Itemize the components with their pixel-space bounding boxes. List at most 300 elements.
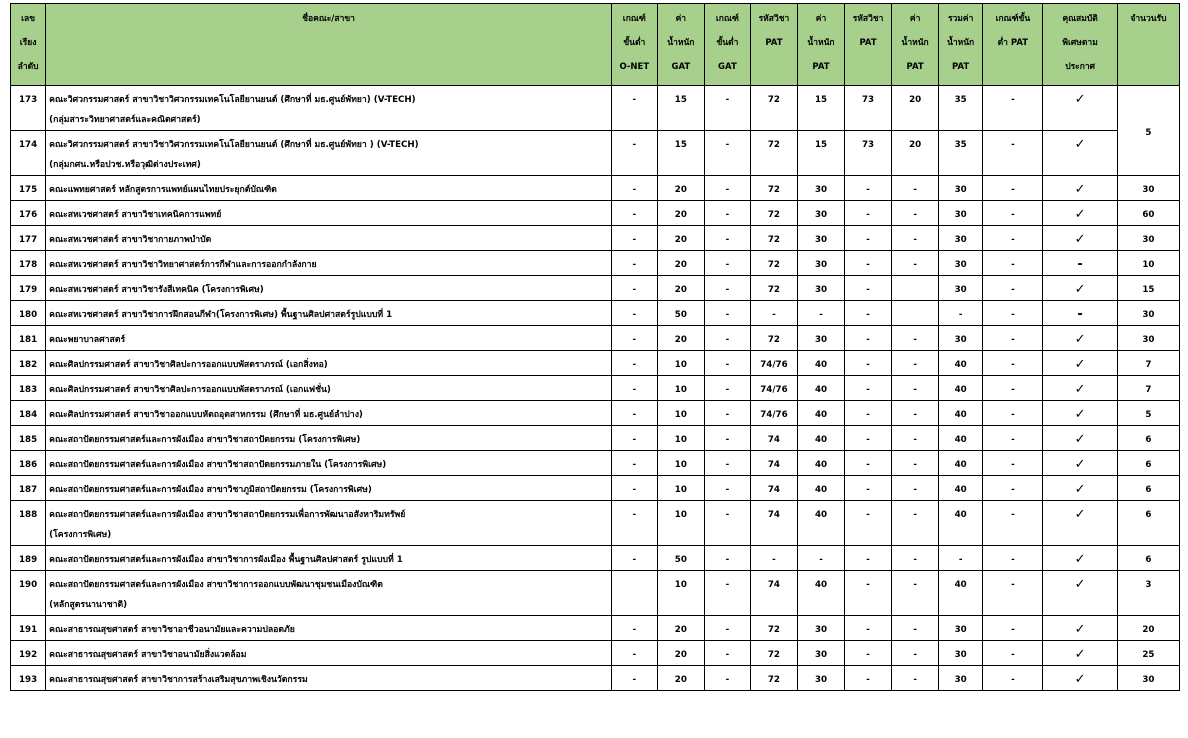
gat-min-cell: - <box>705 666 751 691</box>
pat-min-cell: - <box>983 201 1043 226</box>
gat-weight-cell: 10 <box>657 451 705 476</box>
pat-weight-2-cell: - <box>892 451 939 476</box>
faculty-program-line: คณะสาธารณสุขศาสตร์ สาขาวิชาการสร้างเสริมสุขภาพเชิงนวัตกรรม <box>49 675 308 685</box>
special-qualification-cell: - <box>1043 251 1117 276</box>
table-row <box>11 376 1180 401</box>
onet-min-cell: - <box>612 201 658 226</box>
faculty-program-cell <box>46 131 612 176</box>
faculty-program-line: คณะสถาปัตยกรรมศาสตร์และการผังเมือง สาขาวิชาการออกแบบพัฒนาชุมชนเมืองบัณฑิต <box>49 580 383 590</box>
pat-weight-2-cell: - <box>892 501 939 546</box>
gat-weight-cell: 20 <box>657 666 705 691</box>
header-line: เกณฑ์ <box>715 14 739 24</box>
pat-code-1-cell: 74 <box>750 451 798 476</box>
onet-min-cell: - <box>612 376 658 401</box>
row-number-cell: 176 <box>11 201 46 226</box>
pat-weight-2-cell: - <box>892 426 939 451</box>
row-number-cell: 181 <box>11 326 46 351</box>
faculty-program-line: (หลักสูตรนานาชาติ) <box>49 600 128 610</box>
table-row <box>11 641 1180 666</box>
gat-weight-cell: 10 <box>657 351 705 376</box>
pat-total-weight-cell: 40 <box>938 501 982 546</box>
table-row <box>11 501 1180 546</box>
pat-weight-1-cell: 30 <box>798 666 845 691</box>
pat-min-cell: - <box>983 276 1043 301</box>
pat-min-cell: - <box>983 301 1043 326</box>
pat-code-1-cell: 74/76 <box>750 376 798 401</box>
faculty-program-line: คณะสถาปัตยกรรมศาสตร์และการผังเมือง สาขาวิชาสถาปัตยกรรมเพื่อการพัฒนาอสังหาริมทรัพย์ <box>49 510 406 520</box>
pat-weight-1-cell: 30 <box>798 226 845 251</box>
faculty-program-cell <box>46 501 612 546</box>
header-line: PAT <box>952 62 970 72</box>
admission-count-cell: 6 <box>1117 451 1179 476</box>
pat-total-weight-cell: 30 <box>938 276 982 301</box>
pat-code-1-cell: 74/76 <box>750 401 798 426</box>
header-line: ชื่อคณะ/สาขา <box>302 14 355 24</box>
faculty-program-cell <box>46 86 612 131</box>
header-line: รหัสวิชา <box>852 14 884 24</box>
pat-weight-1-cell: 40 <box>798 351 845 376</box>
gat-weight-cell: 20 <box>657 326 705 351</box>
pat-total-weight-cell: 40 <box>938 571 982 616</box>
admission-count-cell: 30 <box>1117 301 1179 326</box>
gat-min-cell: - <box>705 326 751 351</box>
gat-min-cell: - <box>705 546 751 571</box>
onet-min-cell: - <box>612 426 658 451</box>
pat-code-2-cell: - <box>844 426 892 451</box>
faculty-program-line: (กลุ่มสาระวิทยาศาสตร์และคณิตศาสตร์) <box>49 115 201 125</box>
pat-weight-2-cell: - <box>892 351 939 376</box>
gat-weight-cell: 10 <box>657 501 705 546</box>
header-line: O-NET <box>619 62 650 72</box>
table-row <box>11 401 1180 426</box>
faculty-program-cell <box>46 616 612 641</box>
table-row <box>11 251 1180 276</box>
onet-min-cell: - <box>612 476 658 501</box>
special-qualification-cell: ✓ <box>1043 86 1117 131</box>
pat-code-2-cell: - <box>844 666 892 691</box>
onet-min-cell: - <box>612 616 658 641</box>
pat-min-cell: - <box>983 351 1043 376</box>
pat-min-cell: - <box>983 451 1043 476</box>
pat-weight-1-cell: 30 <box>798 616 845 641</box>
onet-min-cell: - <box>612 401 658 426</box>
onet-min-cell: - <box>612 226 658 251</box>
gat-min-cell: - <box>705 201 751 226</box>
pat-weight-1-cell: 30 <box>798 276 845 301</box>
onet-min-cell: - <box>612 451 658 476</box>
pat-weight-2-cell: - <box>892 476 939 501</box>
row-number-cell: 182 <box>11 351 46 376</box>
pat-total-weight-cell: 35 <box>938 131 982 176</box>
pat-total-weight-cell: 40 <box>938 451 982 476</box>
row-number-cell: 189 <box>11 546 46 571</box>
header-gat-weight <box>657 4 705 86</box>
admission-count-cell: 5 <box>1117 86 1179 176</box>
pat-weight-2-cell: - <box>892 641 939 666</box>
gat-min-cell: - <box>705 616 751 641</box>
pat-weight-1-cell: - <box>798 546 845 571</box>
gat-min-cell: - <box>705 376 751 401</box>
pat-weight-2-cell: - <box>892 251 939 276</box>
gat-min-cell: - <box>705 641 751 666</box>
header-no <box>11 4 46 86</box>
pat-code-1-cell: 72 <box>750 201 798 226</box>
pat-code-2-cell: - <box>844 201 892 226</box>
table-row <box>11 201 1180 226</box>
pat-code-1-cell: 72 <box>750 176 798 201</box>
row-number-cell: 185 <box>11 426 46 451</box>
table-row <box>11 546 1180 571</box>
gat-min-cell: - <box>705 571 751 616</box>
header-line: ค่า <box>909 14 921 24</box>
header-line: น้ำหนัก <box>807 38 835 48</box>
pat-code-2-cell: - <box>844 641 892 666</box>
admission-count-cell: 15 <box>1117 276 1179 301</box>
faculty-program-line: คณะสหเวชศาสตร์ สาขาวิชาการฝึกสอนกีฬา(โครงการพิเศษ) พื้นฐานศิลปศาสตร์รูปแบบที่ 1 <box>49 310 393 320</box>
gat-weight-cell: 20 <box>657 201 705 226</box>
admission-count-cell: 30 <box>1117 326 1179 351</box>
header-admission-count <box>1117 4 1179 86</box>
faculty-program-line: คณะสถาปัตยกรรมศาสตร์และการผังเมือง สาขาวิชาสถาปัตยกรรมภายใน (โครงการพิเศษ) <box>49 460 387 470</box>
gat-weight-cell: 10 <box>657 401 705 426</box>
gat-weight-cell: 15 <box>657 86 705 131</box>
gat-weight-cell: 20 <box>657 226 705 251</box>
pat-code-1-cell: - <box>750 546 798 571</box>
header-line: GAT <box>718 62 737 72</box>
pat-min-cell: - <box>983 376 1043 401</box>
pat-code-1-cell: 72 <box>750 326 798 351</box>
header-pat-code-2 <box>844 4 892 86</box>
special-qualification-cell: ✓ <box>1043 641 1117 666</box>
pat-total-weight-cell: - <box>938 301 982 326</box>
faculty-program-line: คณะศิลปกรรมศาสตร์ สาขาวิชาศิลปะการออกแบบพัสตราภรณ์ (เอกสิ่งทอ) <box>49 360 328 370</box>
pat-total-weight-cell: 40 <box>938 376 982 401</box>
pat-code-2-cell: - <box>844 226 892 251</box>
pat-weight-1-cell: 40 <box>798 376 845 401</box>
pat-code-1-cell: 72 <box>750 276 798 301</box>
special-qualification-cell: ✓ <box>1043 351 1117 376</box>
row-number-cell: 178 <box>11 251 46 276</box>
header-line: ขั้นต่ำ <box>623 38 646 48</box>
pat-min-cell: - <box>983 641 1043 666</box>
admission-count-cell: 5 <box>1117 401 1179 426</box>
pat-code-1-cell: 74/76 <box>750 351 798 376</box>
pat-min-cell: - <box>983 571 1043 616</box>
admission-count-cell: 6 <box>1117 546 1179 571</box>
gat-min-cell: - <box>705 426 751 451</box>
pat-total-weight-cell: 30 <box>938 176 982 201</box>
onet-min-cell: - <box>612 501 658 546</box>
pat-min-cell: - <box>983 426 1043 451</box>
faculty-program-cell <box>46 176 612 201</box>
pat-min-cell: - <box>983 476 1043 501</box>
gat-weight-cell: 50 <box>657 301 705 326</box>
pat-weight-2-cell <box>892 301 939 326</box>
pat-total-weight-cell: 30 <box>938 616 982 641</box>
table-row <box>11 131 1180 176</box>
header-row <box>11 4 1180 86</box>
pat-total-weight-cell: 30 <box>938 251 982 276</box>
pat-weight-2-cell: - <box>892 401 939 426</box>
table-row <box>11 616 1180 641</box>
faculty-program-line: คณะวิศวกรรมศาสตร์ สาขาวิชาวิศวกรรมเทคโนโลยียานยนต์ (ศึกษาที่ มธ.ศูนย์พัทยา ) (V-TECH) <box>49 140 419 150</box>
pat-weight-1-cell: - <box>798 301 845 326</box>
pat-code-2-cell: - <box>844 616 892 641</box>
pat-weight-2-cell: - <box>892 571 939 616</box>
special-qualification-cell: ✓ <box>1043 426 1117 451</box>
special-qualification-cell: ✓ <box>1043 501 1117 546</box>
header-name <box>46 4 612 86</box>
special-qualification-cell: ✓ <box>1043 131 1117 176</box>
admission-count-cell: 30 <box>1117 226 1179 251</box>
pat-code-1-cell: 72 <box>750 251 798 276</box>
pat-weight-2-cell: - <box>892 176 939 201</box>
row-number-cell: 179 <box>11 276 46 301</box>
special-qualification-cell: ✓ <box>1043 616 1117 641</box>
pat-weight-2-cell: 20 <box>892 131 939 176</box>
faculty-program-line: คณะวิศวกรรมศาสตร์ สาขาวิชาวิศวกรรมเทคโนโลยียานยนต์ (ศึกษาที่ มธ.ศูนย์พัทยา) (V-TECH) <box>49 95 416 105</box>
faculty-program-cell <box>46 426 612 451</box>
faculty-program-line: คณะสหเวชศาสตร์ สาขาวิชาเทคนิคการแพทย์ <box>49 210 222 220</box>
faculty-program-cell <box>46 376 612 401</box>
pat-weight-1-cell: 15 <box>798 86 845 131</box>
table-header <box>11 4 1180 86</box>
pat-weight-1-cell: 30 <box>798 326 845 351</box>
pat-weight-1-cell: 30 <box>798 251 845 276</box>
special-qualification-cell: ✓ <box>1043 201 1117 226</box>
faculty-program-line: คณะสาธารณสุขศาสตร์ สาขาวิชาอาชีวอนามัยและความปลอดภัย <box>49 625 295 635</box>
faculty-program-cell <box>46 301 612 326</box>
pat-code-2-cell: - <box>844 251 892 276</box>
pat-min-cell: - <box>983 616 1043 641</box>
faculty-program-cell <box>46 401 612 426</box>
special-qualification-cell: ✓ <box>1043 546 1117 571</box>
gat-min-cell: - <box>705 451 751 476</box>
header-line: ค่า <box>675 14 687 24</box>
table-row <box>11 571 1180 616</box>
pat-code-1-cell: 74 <box>750 571 798 616</box>
gat-min-cell: - <box>705 86 751 131</box>
table-row <box>11 666 1180 691</box>
pat-min-cell: - <box>983 666 1043 691</box>
pat-code-1-cell: 72 <box>750 226 798 251</box>
pat-code-2-cell: - <box>844 351 892 376</box>
gat-min-cell: - <box>705 131 751 176</box>
pat-code-2-cell: 73 <box>844 86 892 131</box>
faculty-program-line: คณะสถาปัตยกรรมศาสตร์และการผังเมือง สาขาวิชาสถาปัตยกรรม (โครงการพิเศษ) <box>49 435 361 445</box>
pat-code-2-cell: - <box>844 376 892 401</box>
faculty-program-line: คณะสาธารณสุขศาสตร์ สาขาวิชาอนามัยสิ่งแวดล้อม <box>49 650 247 660</box>
pat-weight-2-cell: - <box>892 226 939 251</box>
header-pat-code-1 <box>750 4 798 86</box>
gat-weight-cell: 10 <box>657 376 705 401</box>
pat-min-cell: - <box>983 401 1043 426</box>
admission-count-cell: 25 <box>1117 641 1179 666</box>
faculty-program-line: คณะแพทยศาสตร์ หลักสูตรการแพทย์แผนไทยประยุกต์บัณฑิต <box>49 185 277 195</box>
pat-weight-1-cell: 40 <box>798 426 845 451</box>
pat-weight-2-cell: - <box>892 616 939 641</box>
pat-code-1-cell: 74 <box>750 426 798 451</box>
faculty-program-line: คณะสหเวชศาสตร์ สาขาวิชารังสีเทคนิค (โครงการพิเศษ) <box>49 285 264 295</box>
header-line: คุณสมบัติ <box>1062 14 1098 24</box>
gat-min-cell: - <box>705 501 751 546</box>
row-number-cell: 188 <box>11 501 46 546</box>
pat-weight-2-cell: - <box>892 666 939 691</box>
header-line: เลข <box>21 14 36 24</box>
pat-min-cell: - <box>983 546 1043 571</box>
pat-weight-2-cell: - <box>892 201 939 226</box>
header-line: น้ำหนัก <box>667 38 695 48</box>
admission-count-cell: 20 <box>1117 616 1179 641</box>
header-line: ต่ำ PAT <box>997 38 1029 48</box>
faculty-program-cell <box>46 226 612 251</box>
table-row <box>11 351 1180 376</box>
special-qualification-cell: ✓ <box>1043 376 1117 401</box>
onet-min-cell: - <box>612 326 658 351</box>
header-line: PAT <box>859 38 877 48</box>
pat-code-2-cell: - <box>844 326 892 351</box>
table-row <box>11 426 1180 451</box>
pat-weight-1-cell: 30 <box>798 201 845 226</box>
admission-count-cell: 30 <box>1117 176 1179 201</box>
special-qualification-cell: ✓ <box>1043 326 1117 351</box>
pat-total-weight-cell: 30 <box>938 641 982 666</box>
row-number-cell: 183 <box>11 376 46 401</box>
pat-weight-2-cell: - <box>892 326 939 351</box>
admission-count-cell: 60 <box>1117 201 1179 226</box>
table-row <box>11 226 1180 251</box>
faculty-program-cell <box>46 641 612 666</box>
header-line: PAT <box>812 62 830 72</box>
row-number-cell: 187 <box>11 476 46 501</box>
row-number-cell: 184 <box>11 401 46 426</box>
special-qualification-cell: - <box>1043 301 1117 326</box>
gat-min-cell: - <box>705 401 751 426</box>
admission-count-cell: 30 <box>1117 666 1179 691</box>
pat-code-1-cell: - <box>750 301 798 326</box>
header-line: GAT <box>671 62 691 72</box>
gat-min-cell: - <box>705 476 751 501</box>
pat-code-1-cell: 72 <box>750 666 798 691</box>
pat-total-weight-cell: 30 <box>938 666 982 691</box>
table-row <box>11 86 1180 131</box>
pat-weight-1-cell: 15 <box>798 131 845 176</box>
special-qualification-cell: ✓ <box>1043 401 1117 426</box>
pat-total-weight-cell: 40 <box>938 351 982 376</box>
header-line: ประกาศ <box>1065 62 1096 72</box>
faculty-program-line: คณะสถาปัตยกรรมศาสตร์และการผังเมือง สาขาวิชาการผังเมือง พื้นฐานศิลปศาสตร์ รูปแบบที่ 1 <box>49 555 403 565</box>
pat-min-cell: - <box>983 226 1043 251</box>
pat-code-2-cell: - <box>844 176 892 201</box>
faculty-program-cell <box>46 326 612 351</box>
pat-min-cell: - <box>983 251 1043 276</box>
pat-weight-2-cell: - <box>892 546 939 571</box>
admission-count-cell: 10 <box>1117 251 1179 276</box>
special-qualification-cell: ✓ <box>1043 666 1117 691</box>
pat-total-weight-cell: 40 <box>938 401 982 426</box>
row-number-cell: 193 <box>11 666 46 691</box>
header-line: ค่า <box>815 14 827 24</box>
pat-weight-1-cell: 40 <box>798 476 845 501</box>
pat-min-cell: - <box>983 176 1043 201</box>
table-body <box>11 86 1180 691</box>
pat-total-weight-cell: 30 <box>938 226 982 251</box>
pat-total-weight-cell: 30 <box>938 201 982 226</box>
row-number-cell: 191 <box>11 616 46 641</box>
header-line: เรียง <box>19 38 37 48</box>
header-special-qualification <box>1043 4 1117 86</box>
faculty-program-line: คณะสหเวชศาสตร์ สาขาวิชาวิทยาศาสตร์การกีฬาและการออกกำลังกาย <box>49 260 317 270</box>
pat-code-2-cell: 73 <box>844 131 892 176</box>
onet-min-cell: - <box>612 351 658 376</box>
header-line: รวมค่า <box>947 14 974 24</box>
gat-weight-cell: 20 <box>657 276 705 301</box>
gat-min-cell: - <box>705 276 751 301</box>
header-line: จำนวนรับ <box>1130 14 1167 24</box>
special-qualification-cell: ✓ <box>1043 276 1117 301</box>
header-line: น้ำหนัก <box>901 38 929 48</box>
faculty-program-line: คณะสหเวชศาสตร์ สาขาวิชากายภาพบำบัด <box>49 235 212 245</box>
row-number-cell: 173 <box>11 86 46 131</box>
gat-weight-cell: 50 <box>657 546 705 571</box>
header-pat-weight-2 <box>892 4 939 86</box>
onet-min-cell: - <box>612 301 658 326</box>
onet-min-cell: - <box>612 251 658 276</box>
header-line: PAT <box>765 38 783 48</box>
faculty-program-cell <box>46 201 612 226</box>
gat-min-cell: - <box>705 251 751 276</box>
table-row <box>11 451 1180 476</box>
header-line: น้ำหนัก <box>947 38 975 48</box>
faculty-program-cell <box>46 451 612 476</box>
header-pat-weight-1 <box>798 4 845 86</box>
pat-min-cell: - <box>983 131 1043 176</box>
pat-total-weight-cell: 35 <box>938 86 982 131</box>
pat-min-cell: - <box>983 501 1043 546</box>
header-line: ลำดับ <box>17 62 39 72</box>
onet-min-cell: - <box>612 86 658 131</box>
faculty-program-line: คณะสถาปัตยกรรมศาสตร์และการผังเมือง สาขาวิชาภูมิสถาปัตยกรรม (โครงการพิเศษ) <box>49 485 372 495</box>
special-qualification-cell: ✓ <box>1043 571 1117 616</box>
pat-weight-1-cell: 30 <box>798 176 845 201</box>
table-row <box>11 176 1180 201</box>
gat-weight-cell: 10 <box>657 426 705 451</box>
faculty-program-cell <box>46 571 612 616</box>
special-qualification-cell: ✓ <box>1043 451 1117 476</box>
faculty-program-line: คณะศิลปกรรมศาสตร์ สาขาวิชาออกแบบหัตถอุตสาหกรรม (ศึกษาที่ มธ.ศูนย์ลำปาง) <box>49 410 363 420</box>
table-row <box>11 301 1180 326</box>
pat-code-2-cell: - <box>844 451 892 476</box>
gat-weight-cell: 10 <box>657 476 705 501</box>
special-qualification-cell: ✓ <box>1043 226 1117 251</box>
gat-weight-cell: 10 <box>657 571 705 616</box>
pat-code-2-cell: - <box>844 501 892 546</box>
admission-count-cell: 7 <box>1117 376 1179 401</box>
table-row <box>11 276 1180 301</box>
admission-count-cell: 7 <box>1117 351 1179 376</box>
special-qualification-cell: ✓ <box>1043 176 1117 201</box>
pat-weight-1-cell: 40 <box>798 451 845 476</box>
admission-count-cell: 6 <box>1117 426 1179 451</box>
pat-weight-1-cell: 40 <box>798 401 845 426</box>
faculty-program-cell <box>46 276 612 301</box>
pat-code-2-cell: - <box>844 301 892 326</box>
gat-weight-cell: 20 <box>657 251 705 276</box>
row-number-cell: 180 <box>11 301 46 326</box>
header-line: รหัสวิชา <box>758 14 790 24</box>
onet-min-cell <box>612 571 658 616</box>
faculty-program-line: (โครงการพิเศษ) <box>49 530 112 540</box>
